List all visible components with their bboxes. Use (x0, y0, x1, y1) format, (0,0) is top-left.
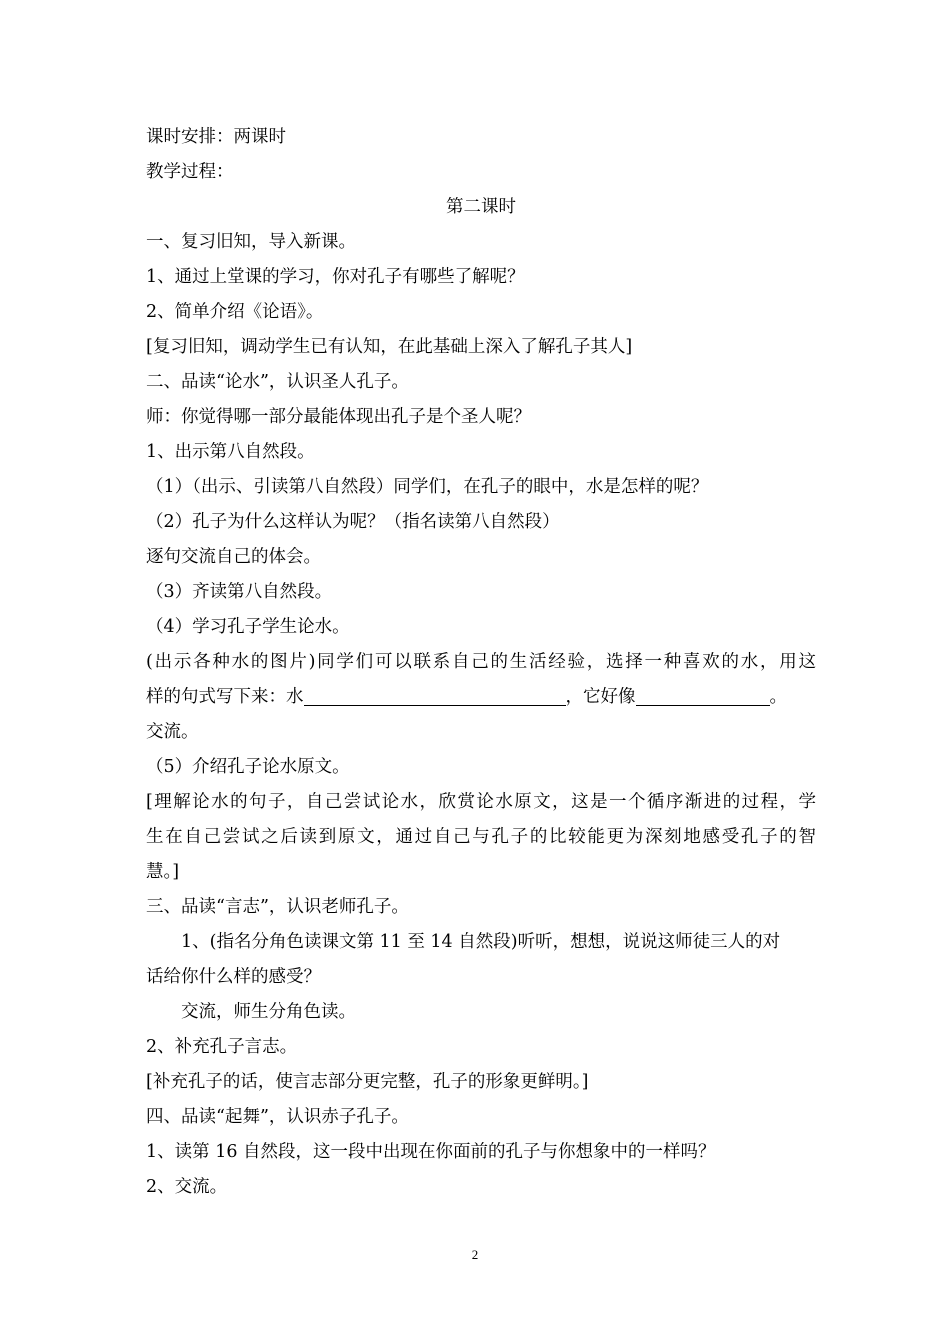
text-line: 2、补充孔子言志。 (146, 1037, 298, 1057)
fill-in-middle: ，它好像 (565, 687, 636, 707)
section-heading-1: 一、复习旧知，导入新课。 (146, 232, 356, 252)
lesson-title: 第二课时 (446, 197, 516, 217)
text-line: （3）齐读第八自然段。 (146, 582, 333, 602)
blank-underline (636, 683, 770, 706)
fill-in-line (146, 680, 816, 715)
process-heading: 教学过程： (146, 162, 234, 182)
note-line: [复习旧知，调动学生已有认知，在此基础上深入了解孔子其人] (146, 337, 633, 357)
document-body (146, 120, 816, 1205)
text-line: （4）学习孔子学生论水。 (146, 617, 350, 637)
text-line: 2、简单介绍《论语》。 (146, 302, 324, 322)
text-line: 话给你什么样的感受？ (146, 967, 321, 987)
note-line: 慧。] (146, 862, 180, 882)
note-line: [补充孔子的话，使言志部分更完整，孔子的形象更鲜明。] (146, 1072, 589, 1092)
section-heading-4: 四、品读“起舞”，认识赤子孔子。 (146, 1107, 409, 1127)
text-line: 交流，师生分角色读。 (181, 1002, 356, 1022)
section-heading-3: 三、品读“言志”，认识老师孔子。 (146, 897, 409, 917)
schedule-line: 课时安排：两课时 (146, 127, 286, 147)
blank-underline (304, 683, 566, 706)
fill-in-suffix: 。 (769, 687, 787, 707)
text-line: （2）孔子为什么这样认为呢？（指名读第八自然段） (146, 512, 560, 532)
note-line: 生在自己尝试之后读到原文，通过自己与孔子的比较能更为深刻地感受孔子的智 (146, 827, 816, 847)
text-line: 交流。 (146, 722, 199, 742)
text-line: （5）介绍孔子论水原文。 (146, 757, 350, 777)
text-line: 逐句交流自己的体会。 (146, 547, 321, 567)
section-heading-2: 二、品读“论水”，认识圣人孔子。 (146, 372, 409, 392)
fill-in-prefix: 样的句式写下来：水 (146, 687, 304, 707)
text-line: 2、交流。 (146, 1177, 228, 1197)
page-number: 2 (471, 1247, 479, 1262)
text-line: 师：你觉得哪一部分最能体现出孔子是个圣人呢？ (146, 407, 531, 427)
text-line: 1、读第 16 自然段，这一段中出现在你面前的孔子与你想象中的一样吗？ (146, 1142, 716, 1162)
note-line: [理解论水的句子，自己尝试论水，欣赏论水原文，这是一个循序渐进的过程，学 (146, 792, 816, 812)
text-line: 1、通过上堂课的学习，你对孔子有哪些了解呢？ (146, 267, 525, 287)
text-line: (出示各种水的图片)同学们可以联系自己的生活经验，选择一种喜欢的水，用这 (146, 652, 816, 672)
text-line: 1、出示第八自然段。 (146, 442, 315, 462)
text-line: 1、(指名分角色读课文第 11 至 14 自然段)听听，想想，说说这师徒三人的对 (181, 932, 781, 952)
text-line: （1）（出示、引读第八自然段）同学们，在孔子的眼中，水是怎样的呢？ (146, 477, 709, 497)
